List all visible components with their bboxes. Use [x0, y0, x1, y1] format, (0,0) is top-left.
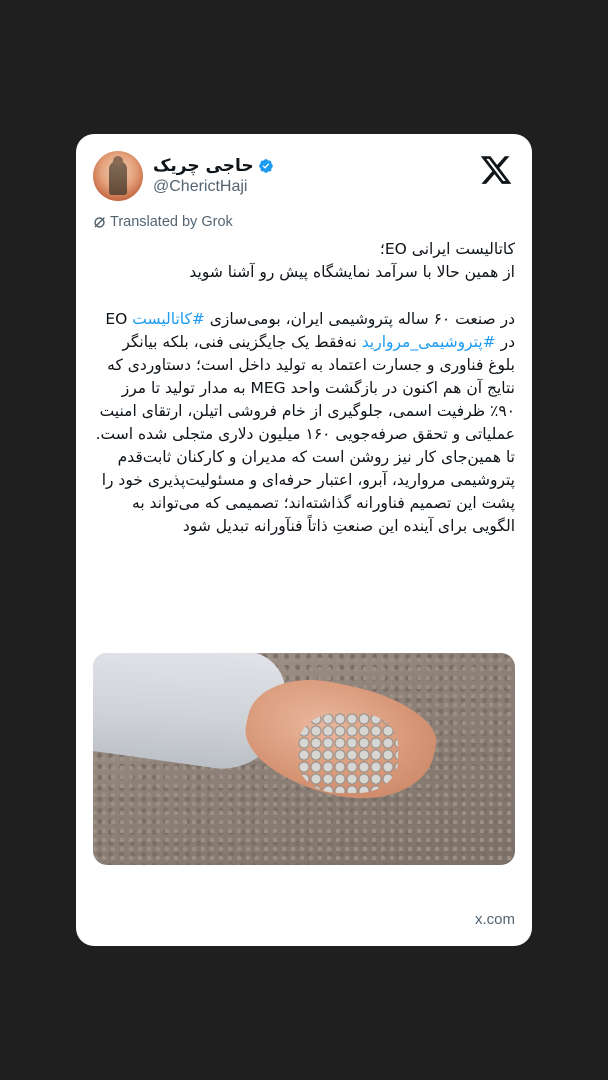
- tweet-header: [93, 151, 515, 203]
- hashtag-morvarid-link[interactable]: #پتروشیمی_مروارید: [361, 333, 496, 351]
- display-name-row: [153, 155, 274, 177]
- p2-text-rest: نه‌فقط یک جایگزینی فنی، بلکه بیانگر بلوغ فناوری و جسارت اعتماد به تولید داخل است؛ دستاوردی که نتایج آن هم اکنون در بازگشت واحد MEG به مدار تولید تا مرز ۹۰٪ ظرفیت اسمی، جلوگیری از خام فروشی اتیلن، ارتقای امنیت عملیاتی و تحقق صرفه‌جویی ۱۶۰ میلیون دلاری متجلی شده است.: [95, 333, 515, 443]
- body-line-title: کاتالیست ایرانی EO؛: [379, 240, 515, 258]
- grok-icon: [93, 216, 106, 229]
- paragraph-gap: [93, 284, 515, 308]
- avatar-figure: [109, 161, 127, 195]
- body-line-subtitle: از همین حالا با سرآمد نمایشگاه پیش رو آشنا شوید: [189, 263, 515, 281]
- p2-text-pre: در صنعت ۶۰ ساله پتروشیمی ایران، بومی‌سازی: [204, 310, 515, 328]
- tweet-body: [93, 238, 515, 538]
- verified-badge-icon: [258, 158, 274, 174]
- body-paragraph-3: تا همین‌جای کار نیز روشن است که مدیران و کارکنان ثابت‌قدم پتروشیمی مروارید، آبرو، اعتبار حرفه‌ای و مسئولیت‌پذیری خود را پشت این تصمیم فناورانه گذاشته‌اند؛ تصمیمی که می‌تواند به الگویی برای آینده این صنعتِ ذاتاً فنآورانه تبدیل شود: [101, 448, 515, 535]
- display-name[interactable]: حاجی چریک: [153, 156, 254, 176]
- image-pellets: [298, 713, 398, 793]
- avatar-head: [113, 156, 123, 166]
- author-handle[interactable]: @CherictHaji: [153, 178, 248, 195]
- tweet-card[interactable]: [76, 134, 532, 946]
- avatar[interactable]: [93, 151, 143, 201]
- body-paragraph-2: [93, 308, 515, 446]
- source-link[interactable]: x.com: [474, 911, 515, 928]
- tweet-media-image[interactable]: [93, 653, 515, 865]
- hashtag-catalyst-link[interactable]: #کاتالیست: [132, 310, 205, 328]
- translated-label: Translated by Grok: [110, 214, 233, 230]
- p2-text-mid: EO در: [105, 310, 515, 351]
- translated-by-grok[interactable]: [93, 214, 233, 230]
- x-logo-icon[interactable]: [479, 153, 513, 187]
- author-info: [153, 155, 274, 196]
